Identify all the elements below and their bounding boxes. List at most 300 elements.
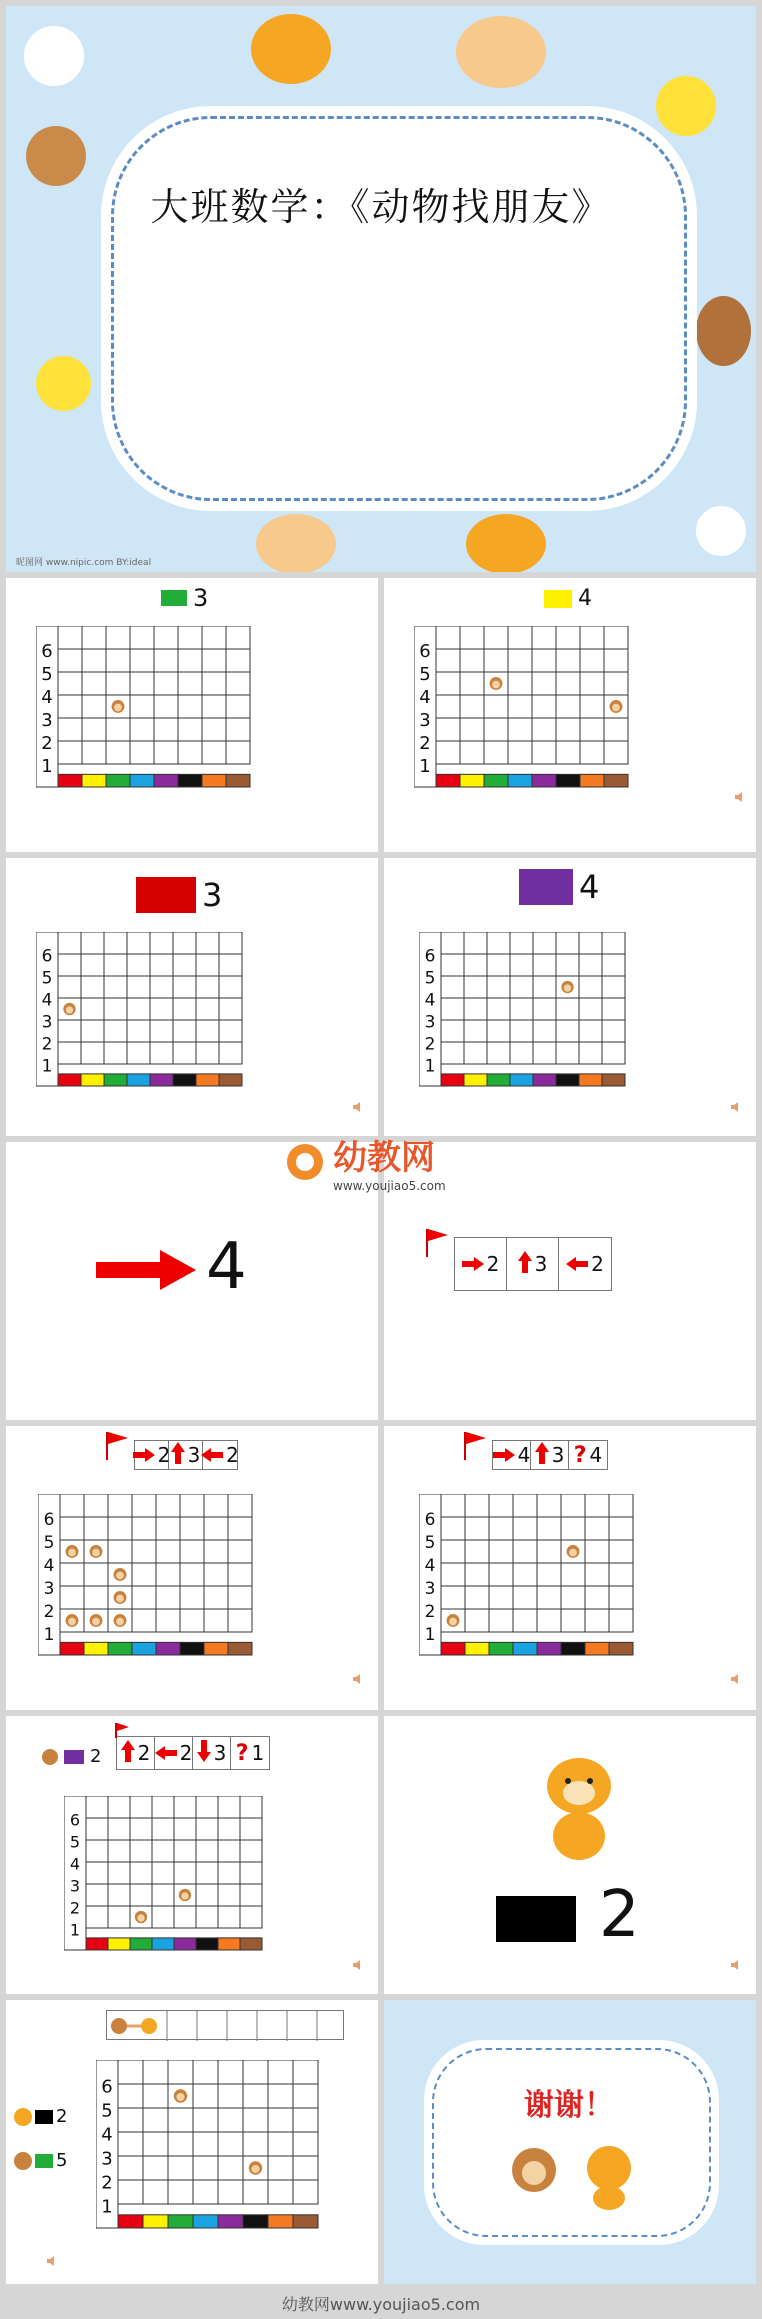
color-cell[interactable]	[533, 1074, 556, 1086]
grid-cell[interactable]	[579, 1020, 602, 1042]
grid-cell[interactable]	[508, 695, 532, 718]
grid-cell[interactable]	[441, 1586, 465, 1609]
grid-cell[interactable]	[240, 1884, 262, 1906]
grid-cell[interactable]	[173, 954, 196, 976]
grid-cell[interactable]	[156, 1517, 180, 1540]
grid-cell[interactable]	[58, 954, 81, 976]
grid-cell[interactable]	[441, 954, 464, 976]
speaker-icon[interactable]	[352, 1670, 364, 1682]
grid-cell[interactable]	[508, 649, 532, 672]
grid-cell[interactable]	[202, 649, 226, 672]
grid-cell[interactable]	[150, 1020, 173, 1042]
grid-cell[interactable]	[604, 626, 628, 649]
grid-cell[interactable]	[219, 1042, 242, 1064]
grid-cell[interactable]	[130, 1796, 152, 1818]
grid-cell[interactable]	[556, 954, 579, 976]
grid-cell[interactable]	[173, 976, 196, 998]
grid-cell[interactable]	[106, 672, 130, 695]
grid-cell[interactable]	[243, 2084, 268, 2108]
grid-cell[interactable]	[118, 2180, 143, 2204]
grid-cell[interactable]	[84, 1494, 108, 1517]
grid-cell[interactable]	[441, 1042, 464, 1064]
grid-cell[interactable]	[436, 649, 460, 672]
grid-cell[interactable]	[108, 1840, 130, 1862]
grid-cell[interactable]	[58, 695, 82, 718]
color-cell[interactable]	[127, 1074, 150, 1086]
grid-cell[interactable]	[460, 626, 484, 649]
color-cell[interactable]	[556, 1074, 579, 1086]
color-cell[interactable]	[580, 774, 604, 787]
grid-cell[interactable]	[465, 1609, 489, 1632]
step-cell[interactable]	[569, 1441, 607, 1469]
grid-cell[interactable]	[154, 695, 178, 718]
grid-cell[interactable]	[168, 2108, 193, 2132]
grid-cell[interactable]	[202, 626, 226, 649]
grid-cell[interactable]	[487, 976, 510, 998]
grid-cell[interactable]	[556, 1020, 579, 1042]
grid-cell[interactable]	[132, 1586, 156, 1609]
grid-cell[interactable]	[489, 1563, 513, 1586]
grid-cell[interactable]	[484, 626, 508, 649]
grid-cell[interactable]	[150, 1042, 173, 1064]
color-cell[interactable]	[609, 1642, 633, 1655]
grid-cell[interactable]	[130, 626, 154, 649]
grid-cell[interactable]	[127, 976, 150, 998]
grid-cell[interactable]	[556, 718, 580, 741]
color-cell[interactable]	[202, 774, 226, 787]
grid-cell[interactable]	[460, 649, 484, 672]
color-cell[interactable]	[228, 1642, 252, 1655]
grid-cell[interactable]	[561, 1586, 585, 1609]
grid-cell[interactable]	[218, 1840, 240, 1862]
grid-cell[interactable]	[533, 932, 556, 954]
grid-cell[interactable]	[268, 2156, 293, 2180]
grid-cell[interactable]	[513, 1494, 537, 1517]
grid-cell[interactable]	[579, 998, 602, 1020]
grid-cell[interactable]	[609, 1586, 633, 1609]
grid-cell[interactable]	[436, 695, 460, 718]
grid-cell[interactable]	[510, 998, 533, 1020]
grid-cell[interactable]	[218, 2084, 243, 2108]
grid-cell[interactable]	[268, 2180, 293, 2204]
grid-cell[interactable]	[602, 1020, 625, 1042]
color-cell[interactable]	[579, 1074, 602, 1086]
grid-cell[interactable]	[602, 1042, 625, 1064]
grid-cell[interactable]	[60, 1494, 84, 1517]
step-cell[interactable]	[531, 1441, 569, 1469]
grid-cell[interactable]	[510, 1020, 533, 1042]
grid-cell[interactable]	[508, 718, 532, 741]
grid-cell[interactable]	[228, 1494, 252, 1517]
grid-cell[interactable]	[180, 1563, 204, 1586]
color-cell[interactable]	[196, 1938, 218, 1950]
grid-cell[interactable]	[156, 1609, 180, 1632]
grid-cell[interactable]	[602, 976, 625, 998]
grid-cell[interactable]	[228, 1609, 252, 1632]
grid-cell[interactable]	[489, 1609, 513, 1632]
grid-cell[interactable]	[240, 1818, 262, 1840]
grid-cell[interactable]	[580, 672, 604, 695]
grid-cell[interactable]	[218, 2108, 243, 2132]
grid-cell[interactable]	[561, 1517, 585, 1540]
grid-cell[interactable]	[130, 1818, 152, 1840]
grid-cell[interactable]	[602, 932, 625, 954]
grid-cell[interactable]	[58, 672, 82, 695]
grid-cell[interactable]	[193, 2060, 218, 2084]
grid-cell[interactable]	[293, 2132, 318, 2156]
color-cell[interactable]	[226, 774, 250, 787]
grid-cell[interactable]	[132, 1563, 156, 1586]
grid-cell[interactable]	[487, 1020, 510, 1042]
grid-cell[interactable]	[513, 1517, 537, 1540]
color-cell[interactable]	[487, 1074, 510, 1086]
grid-cell[interactable]	[152, 1862, 174, 1884]
grid-cell[interactable]	[108, 1517, 132, 1540]
grid-cell[interactable]	[293, 2156, 318, 2180]
grid-cell[interactable]	[609, 1563, 633, 1586]
grid-cell[interactable]	[436, 718, 460, 741]
grid-cell[interactable]	[86, 1906, 108, 1928]
grid-cell[interactable]	[240, 1796, 262, 1818]
step-cell[interactable]	[493, 1441, 531, 1469]
grid-cell[interactable]	[579, 1042, 602, 1064]
grid-cell[interactable]	[196, 1906, 218, 1928]
grid-cell[interactable]	[130, 741, 154, 764]
color-cell[interactable]	[532, 774, 556, 787]
grid-cell[interactable]	[106, 718, 130, 741]
grid-cell[interactable]	[602, 998, 625, 1020]
grid-cell[interactable]	[204, 1609, 228, 1632]
grid-cell[interactable]	[196, 1818, 218, 1840]
grid-cell[interactable]	[556, 1042, 579, 1064]
grid-cell[interactable]	[513, 1609, 537, 1632]
grid-cell[interactable]	[226, 741, 250, 764]
grid-cell[interactable]	[436, 672, 460, 695]
grid-cell[interactable]	[441, 1540, 465, 1563]
grid-cell[interactable]	[556, 932, 579, 954]
color-cell[interactable]	[441, 1074, 464, 1086]
grid-cell[interactable]	[156, 1494, 180, 1517]
color-cell[interactable]	[243, 2215, 268, 2228]
grid-cell[interactable]	[556, 741, 580, 764]
grid-cell[interactable]	[513, 1586, 537, 1609]
grid-cell[interactable]	[130, 695, 154, 718]
color-cell[interactable]	[484, 774, 508, 787]
grid-cell[interactable]	[132, 1609, 156, 1632]
grid-cell[interactable]	[218, 2156, 243, 2180]
color-cell[interactable]	[196, 1074, 219, 1086]
grid-cell[interactable]	[174, 1840, 196, 1862]
grid-cell[interactable]	[127, 1042, 150, 1064]
color-cell[interactable]	[602, 1074, 625, 1086]
grid-cell[interactable]	[204, 1540, 228, 1563]
step-cell[interactable]	[559, 1238, 611, 1290]
grid-cell[interactable]	[441, 1494, 465, 1517]
grid-cell[interactable]	[150, 932, 173, 954]
grid-cell[interactable]	[108, 1796, 130, 1818]
color-cell[interactable]	[84, 1642, 108, 1655]
grid-cell[interactable]	[228, 1517, 252, 1540]
grid-cell[interactable]	[243, 2060, 268, 2084]
grid-cell[interactable]	[532, 741, 556, 764]
grid-cell[interactable]	[127, 932, 150, 954]
grid-cell[interactable]	[108, 1540, 132, 1563]
grid-cell[interactable]	[130, 672, 154, 695]
slide-tiger-black[interactable]	[384, 1716, 756, 1994]
grid-cell[interactable]	[460, 741, 484, 764]
grid-cell[interactable]	[533, 1042, 556, 1064]
color-cell[interactable]	[60, 1642, 84, 1655]
grid-cell[interactable]	[604, 718, 628, 741]
color-cell[interactable]	[150, 1074, 173, 1086]
grid-cell[interactable]	[156, 1586, 180, 1609]
grid-cell[interactable]	[143, 2132, 168, 2156]
grid-cell[interactable]	[118, 2084, 143, 2108]
grid-cell[interactable]	[243, 2108, 268, 2132]
color-cell[interactable]	[441, 1642, 465, 1655]
grid-cell[interactable]	[60, 1517, 84, 1540]
grid-cell[interactable]	[532, 695, 556, 718]
grid-cell[interactable]	[152, 1906, 174, 1928]
color-cell[interactable]	[460, 774, 484, 787]
color-cell[interactable]	[465, 1642, 489, 1655]
speaker-icon[interactable]	[734, 788, 746, 800]
grid-cell[interactable]	[118, 2060, 143, 2084]
grid-cell[interactable]	[489, 1586, 513, 1609]
grid-cell[interactable]	[127, 998, 150, 1020]
grid-cell[interactable]	[556, 695, 580, 718]
grid-cell[interactable]	[132, 1540, 156, 1563]
speaker-icon[interactable]	[352, 1956, 364, 1968]
grid-cell[interactable]	[132, 1494, 156, 1517]
site-logo[interactable]	[285, 1130, 446, 1193]
grid-cell[interactable]	[82, 741, 106, 764]
slide-two-animals[interactable]	[6, 2000, 378, 2284]
step-cell[interactable]	[135, 1441, 169, 1469]
grid-cell[interactable]	[130, 649, 154, 672]
grid-cell[interactable]	[84, 1586, 108, 1609]
grid-cell[interactable]	[436, 741, 460, 764]
grid-cell[interactable]	[585, 1517, 609, 1540]
grid-cell[interactable]	[556, 626, 580, 649]
grid-cell[interactable]	[81, 976, 104, 998]
grid-cell[interactable]	[152, 1818, 174, 1840]
color-cell[interactable]	[58, 774, 82, 787]
color-cell[interactable]	[143, 2215, 168, 2228]
grid-cell[interactable]	[268, 2060, 293, 2084]
grid-cell[interactable]	[561, 1609, 585, 1632]
grid-cell[interactable]	[219, 1020, 242, 1042]
grid-cell[interactable]	[580, 626, 604, 649]
grid-cell[interactable]	[556, 649, 580, 672]
grid-cell[interactable]	[193, 2156, 218, 2180]
grid-cell[interactable]	[118, 2132, 143, 2156]
grid-cell[interactable]	[604, 649, 628, 672]
step-cell[interactable]	[193, 1737, 231, 1769]
grid-cell[interactable]	[533, 1020, 556, 1042]
grid-cell[interactable]	[178, 672, 202, 695]
grid-cell[interactable]	[460, 695, 484, 718]
grid-cell[interactable]	[143, 2060, 168, 2084]
grid-cell[interactable]	[143, 2156, 168, 2180]
grid-cell[interactable]	[489, 1540, 513, 1563]
grid-cell[interactable]	[464, 1020, 487, 1042]
grid-cell[interactable]	[154, 672, 178, 695]
grid-cell[interactable]	[464, 998, 487, 1020]
grid-cell[interactable]	[487, 932, 510, 954]
grid-cell[interactable]	[196, 1042, 219, 1064]
grid-cell[interactable]	[226, 695, 250, 718]
grid-cell[interactable]	[156, 1563, 180, 1586]
color-cell[interactable]	[132, 1642, 156, 1655]
grid-cell[interactable]	[104, 1042, 127, 1064]
grid-cell[interactable]	[180, 1517, 204, 1540]
color-cell[interactable]	[508, 774, 532, 787]
slide-green-3[interactable]	[6, 578, 378, 852]
grid-cell[interactable]	[460, 718, 484, 741]
color-cell[interactable]	[173, 1074, 196, 1086]
grid-cell[interactable]	[152, 1796, 174, 1818]
grid-cell[interactable]	[81, 1020, 104, 1042]
grid-cell[interactable]	[173, 1042, 196, 1064]
grid-cell[interactable]	[441, 976, 464, 998]
color-cell[interactable]	[174, 1938, 196, 1950]
grid-cell[interactable]	[81, 932, 104, 954]
grid-cell[interactable]	[104, 976, 127, 998]
grid-cell[interactable]	[58, 626, 82, 649]
grid-cell[interactable]	[202, 672, 226, 695]
slide-yellow-4[interactable]	[384, 578, 756, 852]
grid-cell[interactable]	[202, 718, 226, 741]
speaker-icon[interactable]	[730, 1670, 742, 1682]
grid-cell[interactable]	[609, 1540, 633, 1563]
grid-cell[interactable]	[268, 2084, 293, 2108]
color-cell[interactable]	[293, 2215, 318, 2228]
grid-cell[interactable]	[219, 998, 242, 1020]
grid-cell[interactable]	[218, 1884, 240, 1906]
color-cell[interactable]	[218, 1938, 240, 1950]
color-cell[interactable]	[152, 1938, 174, 1950]
grid-cell[interactable]	[537, 1517, 561, 1540]
color-cell[interactable]	[104, 1074, 127, 1086]
grid-cell[interactable]	[243, 2180, 268, 2204]
grid-cell[interactable]	[441, 998, 464, 1020]
grid-cell[interactable]	[228, 1563, 252, 1586]
grid-cell[interactable]	[204, 1563, 228, 1586]
grid-cell[interactable]	[60, 1563, 84, 1586]
grid-cell[interactable]	[441, 1020, 464, 1042]
grid-cell[interactable]	[464, 976, 487, 998]
grid-cell[interactable]	[82, 649, 106, 672]
grid-cell[interactable]	[196, 998, 219, 1020]
grid-cell[interactable]	[436, 626, 460, 649]
grid-cell[interactable]	[196, 1840, 218, 1862]
grid-cell[interactable]	[168, 2156, 193, 2180]
grid-cell[interactable]	[196, 932, 219, 954]
grid-cell[interactable]	[58, 649, 82, 672]
grid-cell[interactable]	[218, 2060, 243, 2084]
grid-cell[interactable]	[484, 741, 508, 764]
grid-cell[interactable]	[218, 2132, 243, 2156]
grid-cell[interactable]	[196, 1862, 218, 1884]
grid-cell[interactable]	[82, 718, 106, 741]
grid-cell[interactable]	[580, 649, 604, 672]
grid-cell[interactable]	[156, 1540, 180, 1563]
color-cell[interactable]	[585, 1642, 609, 1655]
color-cell[interactable]	[118, 2215, 143, 2228]
color-cell[interactable]	[204, 1642, 228, 1655]
grid-cell[interactable]	[533, 998, 556, 1020]
grid-cell[interactable]	[180, 1540, 204, 1563]
grid-cell[interactable]	[602, 954, 625, 976]
grid-cell[interactable]	[118, 2108, 143, 2132]
grid-cell[interactable]	[218, 1796, 240, 1818]
step-cell[interactable]	[455, 1238, 507, 1290]
grid-cell[interactable]	[228, 1586, 252, 1609]
grid-cell[interactable]	[537, 1586, 561, 1609]
grid-cell[interactable]	[108, 1494, 132, 1517]
grid-cell[interactable]	[293, 2180, 318, 2204]
grid-cell[interactable]	[86, 1796, 108, 1818]
grid-cell[interactable]	[150, 998, 173, 1020]
grid-cell[interactable]	[243, 2132, 268, 2156]
color-cell[interactable]	[218, 2215, 243, 2228]
grid-cell[interactable]	[293, 2060, 318, 2084]
grid-cell[interactable]	[484, 718, 508, 741]
grid-cell[interactable]	[174, 1796, 196, 1818]
speaker-icon[interactable]	[730, 1098, 742, 1110]
grid-cell[interactable]	[561, 1494, 585, 1517]
grid-cell[interactable]	[130, 1862, 152, 1884]
grid-cell[interactable]	[132, 1517, 156, 1540]
grid-cell[interactable]	[532, 626, 556, 649]
grid-cell[interactable]	[58, 718, 82, 741]
color-cell[interactable]	[510, 1074, 533, 1086]
grid-cell[interactable]	[168, 2132, 193, 2156]
color-cell[interactable]	[537, 1642, 561, 1655]
grid-cell[interactable]	[441, 1517, 465, 1540]
grid-cell[interactable]	[579, 932, 602, 954]
grid-cell[interactable]	[104, 998, 127, 1020]
grid-cell[interactable]	[508, 741, 532, 764]
grid-cell[interactable]	[180, 1586, 204, 1609]
grid-cell[interactable]	[579, 976, 602, 998]
color-cell[interactable]	[604, 774, 628, 787]
grid-cell[interactable]	[196, 1020, 219, 1042]
grid-cell[interactable]	[152, 1884, 174, 1906]
grid-cell[interactable]	[173, 998, 196, 1020]
grid-cell[interactable]	[532, 672, 556, 695]
grid-cell[interactable]	[196, 976, 219, 998]
grid-cell[interactable]	[178, 649, 202, 672]
grid-cell[interactable]	[484, 649, 508, 672]
color-cell[interactable]	[82, 774, 106, 787]
grid-cell[interactable]	[218, 1862, 240, 1884]
grid-cell[interactable]	[465, 1540, 489, 1563]
color-cell[interactable]	[268, 2215, 293, 2228]
grid-cell[interactable]	[58, 1020, 81, 1042]
grid-cell[interactable]	[196, 954, 219, 976]
grid-cell[interactable]	[580, 741, 604, 764]
grid-cell[interactable]	[178, 741, 202, 764]
color-cell[interactable]	[240, 1938, 262, 1950]
grid-cell[interactable]	[537, 1609, 561, 1632]
grid-cell[interactable]	[464, 1042, 487, 1064]
grid-cell[interactable]	[218, 1906, 240, 1928]
grid-cell[interactable]	[219, 932, 242, 954]
color-cell[interactable]	[180, 1642, 204, 1655]
grid-cell[interactable]	[202, 695, 226, 718]
